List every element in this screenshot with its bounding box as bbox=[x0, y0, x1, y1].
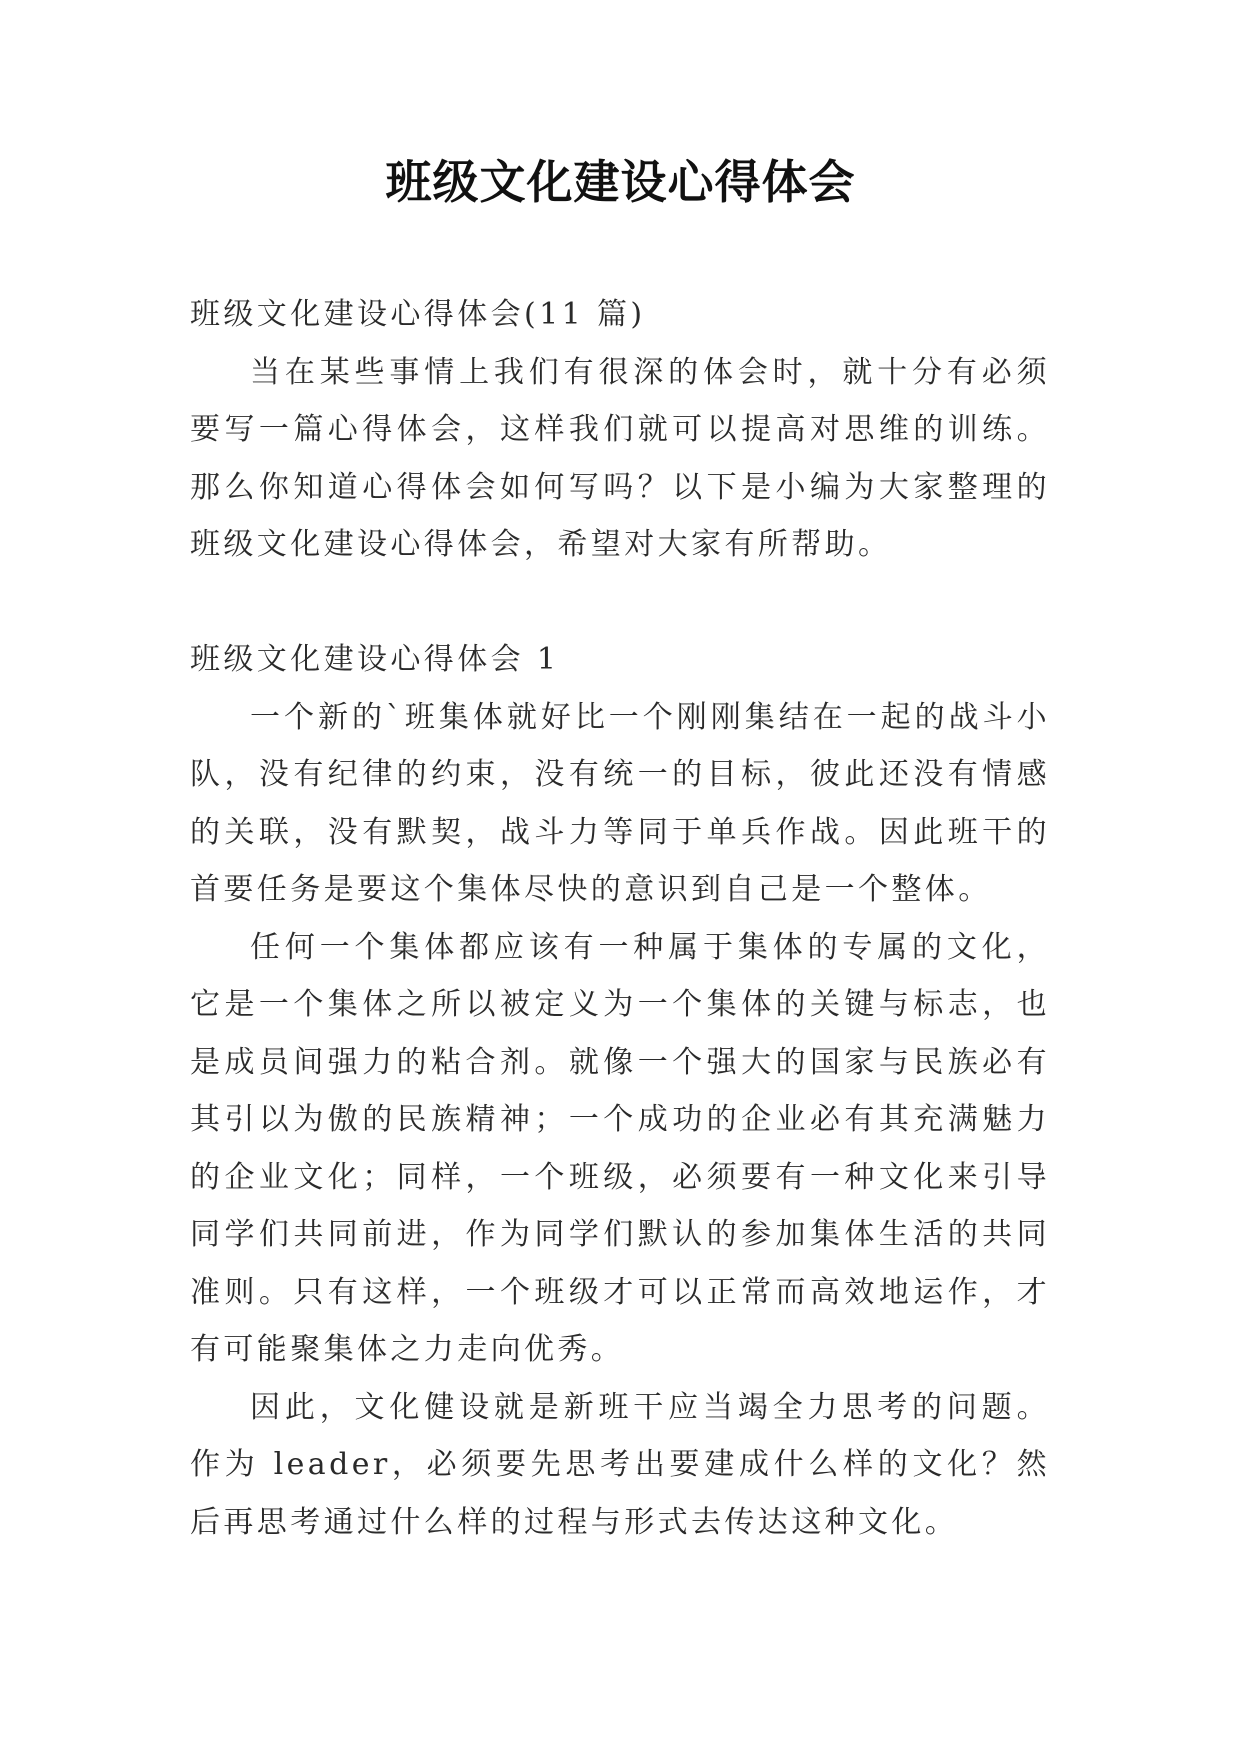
section-heading: 班级文化建设心得体会 1 bbox=[190, 642, 560, 677]
section-spacer bbox=[190, 574, 1050, 632]
document-subtitle: 班级文化建设心得体会(11 篇) bbox=[190, 297, 646, 332]
intro-paragraph: 当在某些事情上我们有很深的体会时，就十分有必须要写一篇心得体会，这样我们就可以提高对思维的训练。那么你知道心得体会如何写吗？以下是小编为大家整理的班级文化建设心得体会，希望对大家有所帮助。 bbox=[190, 354, 1050, 562]
body-paragraph-3: 因此，文化健设就是新班干应当竭全力思考的问题。作为 leader，必须要先思考出要建成什么样的文化？然后再思考通过什么样的过程与形式去传达这种文化。 bbox=[190, 1389, 1050, 1540]
document-body bbox=[190, 286, 1050, 1551]
body-paragraph-2: 任何一个集体都应该有一种属于集体的专属的文化，它是一个集体之所以被定义为一个集体的关键与标志，也是成员间强力的粘合剂。就像一个强大的国家与民族必有其引以为傲的民族精神；一个成功的企业必有其充满魅力的企业文化；同样，一个班级，必须要有一种文化来引导同学们共同前进，作为同学们默认的参加集体生活的共同准则。只有这样，一个班级才可以正常而高效地运作，才有可能聚集体之力走向优秀。 bbox=[190, 929, 1050, 1367]
document-title: 班级文化建设心得体会 bbox=[385, 155, 856, 209]
body-paragraph-1: 一个新的`班集体就好比一个刚刚集结在一起的战斗小队，没有纪律的约束，没有统一的目标，彼此还没有情感的关联，没有默契，战斗力等同于单兵作战。因此班干的首要任务是要这个集体尽快的意识到自己是一个整体。 bbox=[190, 699, 1050, 907]
